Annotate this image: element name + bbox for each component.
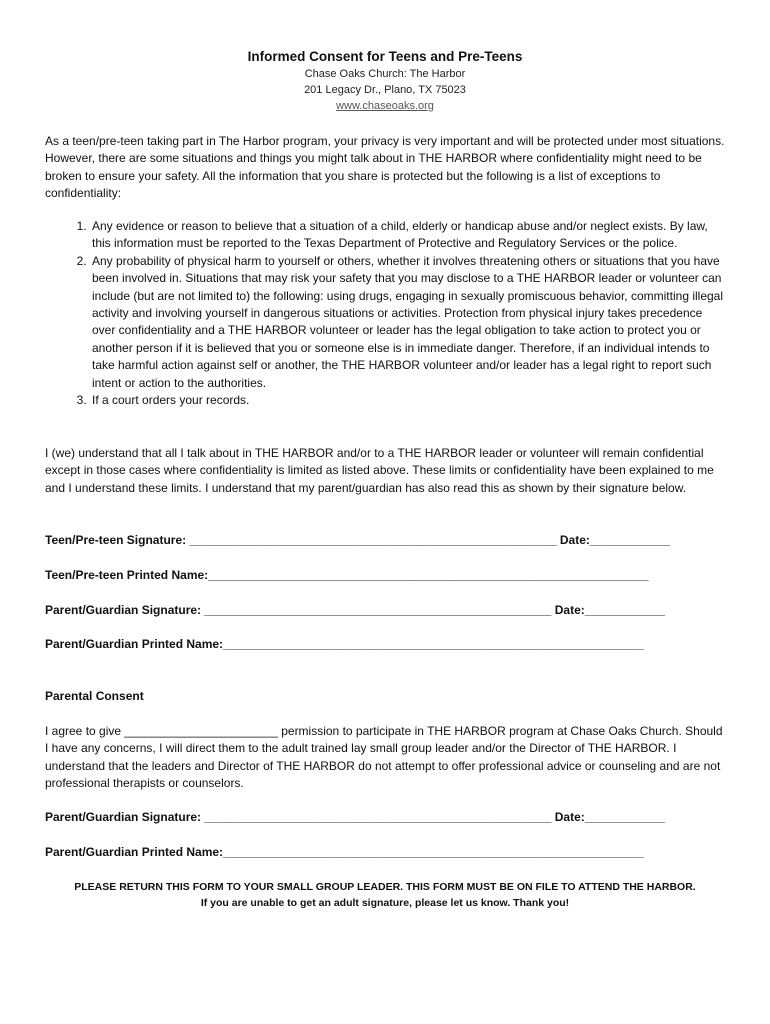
exceptions-list (45, 218, 725, 409)
understanding-paragraph: I (we) understand that all I talk about in THE HARBOR and/or to a THE HARBOR leader or volunteer will remain confidential except in those cases where confidentiality is limited as listed above. These limits or confidentiality have been explained to me and I understand these limits. I understand that my parent/guardian has also read this as shown by their signature below. (45, 446, 714, 495)
intro-paragraph: As a teen/pre-teen taking part in The Harbor program, your privacy is very important and will be protected under most situations. However, there are some situations and things you might talk about in THE HARBOR where confidentiality might need to be broken to ensure your safety. All the information that you share is protected but the following is a list of exceptions to confidentiality: (45, 134, 725, 201)
teen-printed-name-line[interactable]: Teen/Pre-teen Printed Name:__________________________________________________________________ (45, 568, 649, 582)
footer-thank-you: If you are unable to get an adult signature, please let us know. Thank you! (200, 897, 570, 909)
parental-consent-paragraph: I agree to give _______________________ permission to participate in THE HARBOR program at Chase Oaks Church. Should I have any concerns, I will direct them to the adult trained lay small group leader and/or the Director of THE HARBOR. I understand that the leaders and Director of THE HARBOR do not attempt to offer professional advice or counseling and are not professional therapists or counselors. (45, 724, 723, 791)
form-title: Informed Consent for Teens and Pre-Teens (247, 49, 523, 64)
consent-parent-printed-name-line[interactable]: Parent/Guardian Printed Name:_______________________________________________________________ (45, 845, 644, 859)
teen-signature-line[interactable]: Teen/Pre-teen Signature: _______________________________________________________ Date:____________ (45, 533, 670, 547)
form-header (0, 48, 770, 114)
parent-signature-line[interactable]: Parent/Guardian Signature: ____________________________________________________ Date:____________ (45, 603, 665, 617)
parent-printed-name-line[interactable]: Parent/Guardian Printed Name:_______________________________________________________________ (45, 637, 644, 651)
website-link[interactable]: www.chaseoaks.org (336, 100, 434, 112)
exception-item: 1. Any evidence or reason to believe that a situation of a child, elderly or handicap abuse and/or neglect exists. By law, this information must be reported to the Texas Department of Protective and Regulatory Services or the police. (90, 218, 725, 253)
form-footer (0, 879, 770, 911)
exception-item: 2. Any probability of physical harm to yourself or others, whether it involves threatening others or situations that you have been involved in. Situations that may risk your safety that you may disclose to a THE HARBOR leader or volunteer can include (but are not limited to) the following: using drugs, engaging in sexually promiscuous behavior, committing illegal activity and involving yourself in dangerous situations or activities. Protection from physical injury takes precedence over confidentiality and a THE HARBOR volunteer or leader has the legal obligation to take action to protect you or another person if it is believed that you or someone else is in immediate danger. Therefore, if an individual intends to take harmful action against self or another, the THE HARBOR volunteer and/or leader has a legal right to report such intent or action to the authorities. (90, 253, 725, 392)
parental-consent-heading: Parental Consent (45, 689, 144, 703)
footer-return-notice: PLEASE RETURN THIS FORM TO YOUR SMALL GROUP LEADER. THIS FORM MUST BE ON FILE TO ATTEND THE HARBOR. (74, 881, 696, 893)
church-address: 201 Legacy Dr., Plano, TX 75023 (304, 84, 466, 96)
church-name: Chase Oaks Church: The Harbor (304, 68, 466, 80)
consent-parent-signature-line[interactable]: Parent/Guardian Signature: ____________________________________________________ Date:____________ (45, 810, 665, 824)
exception-item: 3. If a court orders your records. (90, 392, 725, 409)
